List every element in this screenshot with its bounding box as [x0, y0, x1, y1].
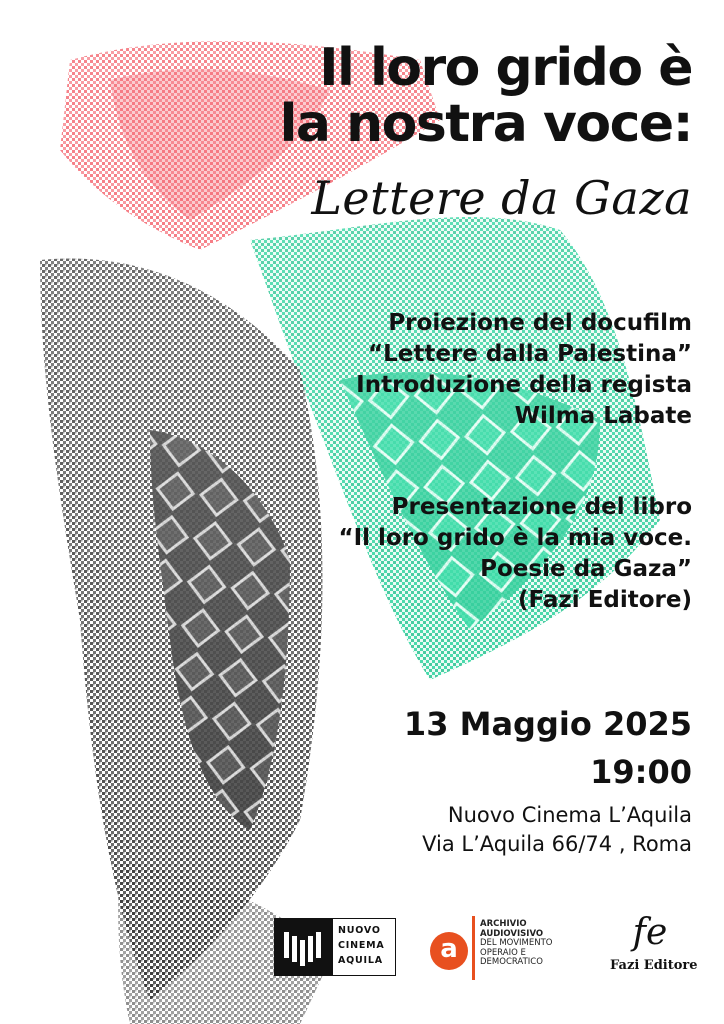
archivio-audiovisivo-logo	[430, 916, 580, 980]
screening-line-1: Proiezione del docufilm	[388, 310, 692, 336]
event-venue	[422, 801, 692, 859]
archivio-word-2: AUDIOVISIVO	[480, 928, 544, 939]
screening-line-3: Introduzione della regista	[356, 372, 692, 398]
venue-name: Nuovo Cinema L’Aquila	[447, 803, 692, 827]
event-time: 19:00	[590, 753, 692, 791]
venue-address: Via L’Aquila 66/74 , Roma	[422, 832, 692, 856]
event-datetime	[404, 700, 692, 796]
cinema-logo-word-2: CINEMA	[338, 940, 385, 951]
cinema-mark-icon	[274, 918, 332, 976]
book-line-2: “Il loro grido è la mia voce.	[338, 525, 692, 551]
nuovo-cinema-aquila-logo	[274, 918, 396, 976]
archivio-divider	[472, 916, 475, 980]
archivio-a-icon: a	[430, 932, 468, 970]
screening-line-4: Wilma Labate	[514, 403, 692, 429]
fazi-editore-logo	[610, 910, 698, 980]
book-line-3: Poesie da Gaza”	[480, 556, 692, 582]
screening-line-2: “Lettere dalla Palestina”	[367, 341, 692, 367]
archivio-word-5: DEMOCRATICO	[480, 957, 543, 967]
book-line-1: Presentazione del libro	[391, 494, 692, 520]
fazi-mark-icon: fe	[632, 912, 668, 953]
event-date: 13 Maggio 2025	[403, 705, 692, 743]
archivio-word-1: ARCHIVIO	[480, 919, 527, 929]
book-line-4: (Fazi Editore)	[518, 587, 692, 613]
archivio-logo-text	[480, 920, 553, 968]
archivio-word-4: OPERAIO E	[480, 947, 526, 958]
title-line-1: Il loro grido è	[319, 38, 692, 98]
cinema-logo-word-3: AQUILA	[338, 955, 383, 966]
poster-title	[280, 40, 692, 152]
archivio-word-3: DEL MOVIMENTO	[480, 938, 553, 948]
cinema-logo-word-1: NUOVO	[338, 925, 381, 936]
screening-info	[356, 308, 692, 432]
fazi-logo-name: Fazi Editore	[610, 958, 698, 973]
cinema-logo-text	[332, 918, 396, 976]
title-line-2: la nostra voce:	[279, 94, 692, 154]
poster-subtitle: Lettere da Gaza	[311, 171, 692, 225]
book-presentation-info	[338, 492, 692, 616]
